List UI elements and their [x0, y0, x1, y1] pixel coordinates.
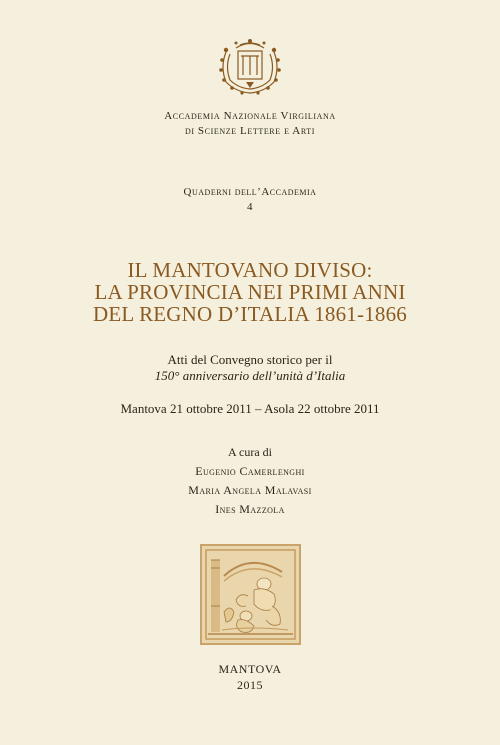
curators-heading: A cura di	[228, 445, 272, 459]
publisher	[0, 661, 500, 693]
academy-name	[0, 109, 500, 139]
book-subtitle	[0, 352, 500, 384]
relief-artwork	[200, 544, 301, 645]
publisher-city: MANTOVA	[218, 662, 282, 676]
title-line-2: LA PROVINCIA NEI PRIMI ANNI	[94, 280, 406, 304]
publication-year: 2015	[237, 678, 263, 692]
title-line-1: IL MANTOVANO DIVISO:	[127, 258, 373, 282]
series	[0, 185, 500, 215]
academy-emblem-icon	[216, 38, 284, 96]
curator-name: Eugenio Camerlenghi	[195, 464, 305, 478]
academy-line-1: Accademia Nazionale Virgiliana	[164, 110, 336, 122]
subtitle-line-1: Atti del Convegno storico per il	[167, 352, 333, 367]
subtitle-line-2: 150° anniversario dell’unità d’Italia	[154, 368, 346, 383]
curator-name: Ines Mazzola	[215, 502, 285, 516]
curators	[0, 443, 500, 519]
conference-dates: Mantova 21 ottobre 2011 – Asola 22 ottobre 2011	[120, 401, 380, 416]
series-name: Quaderni dell’Accademia	[183, 186, 317, 198]
academy-line-2: di Scienze Lettere e Arti	[184, 125, 316, 137]
series-number: 4	[247, 201, 253, 213]
curator-name: Maria Angela Malavasi	[188, 483, 312, 497]
title-line-3: DEL REGNO D’ITALIA 1861-1866	[92, 302, 407, 326]
book-title	[0, 259, 500, 325]
